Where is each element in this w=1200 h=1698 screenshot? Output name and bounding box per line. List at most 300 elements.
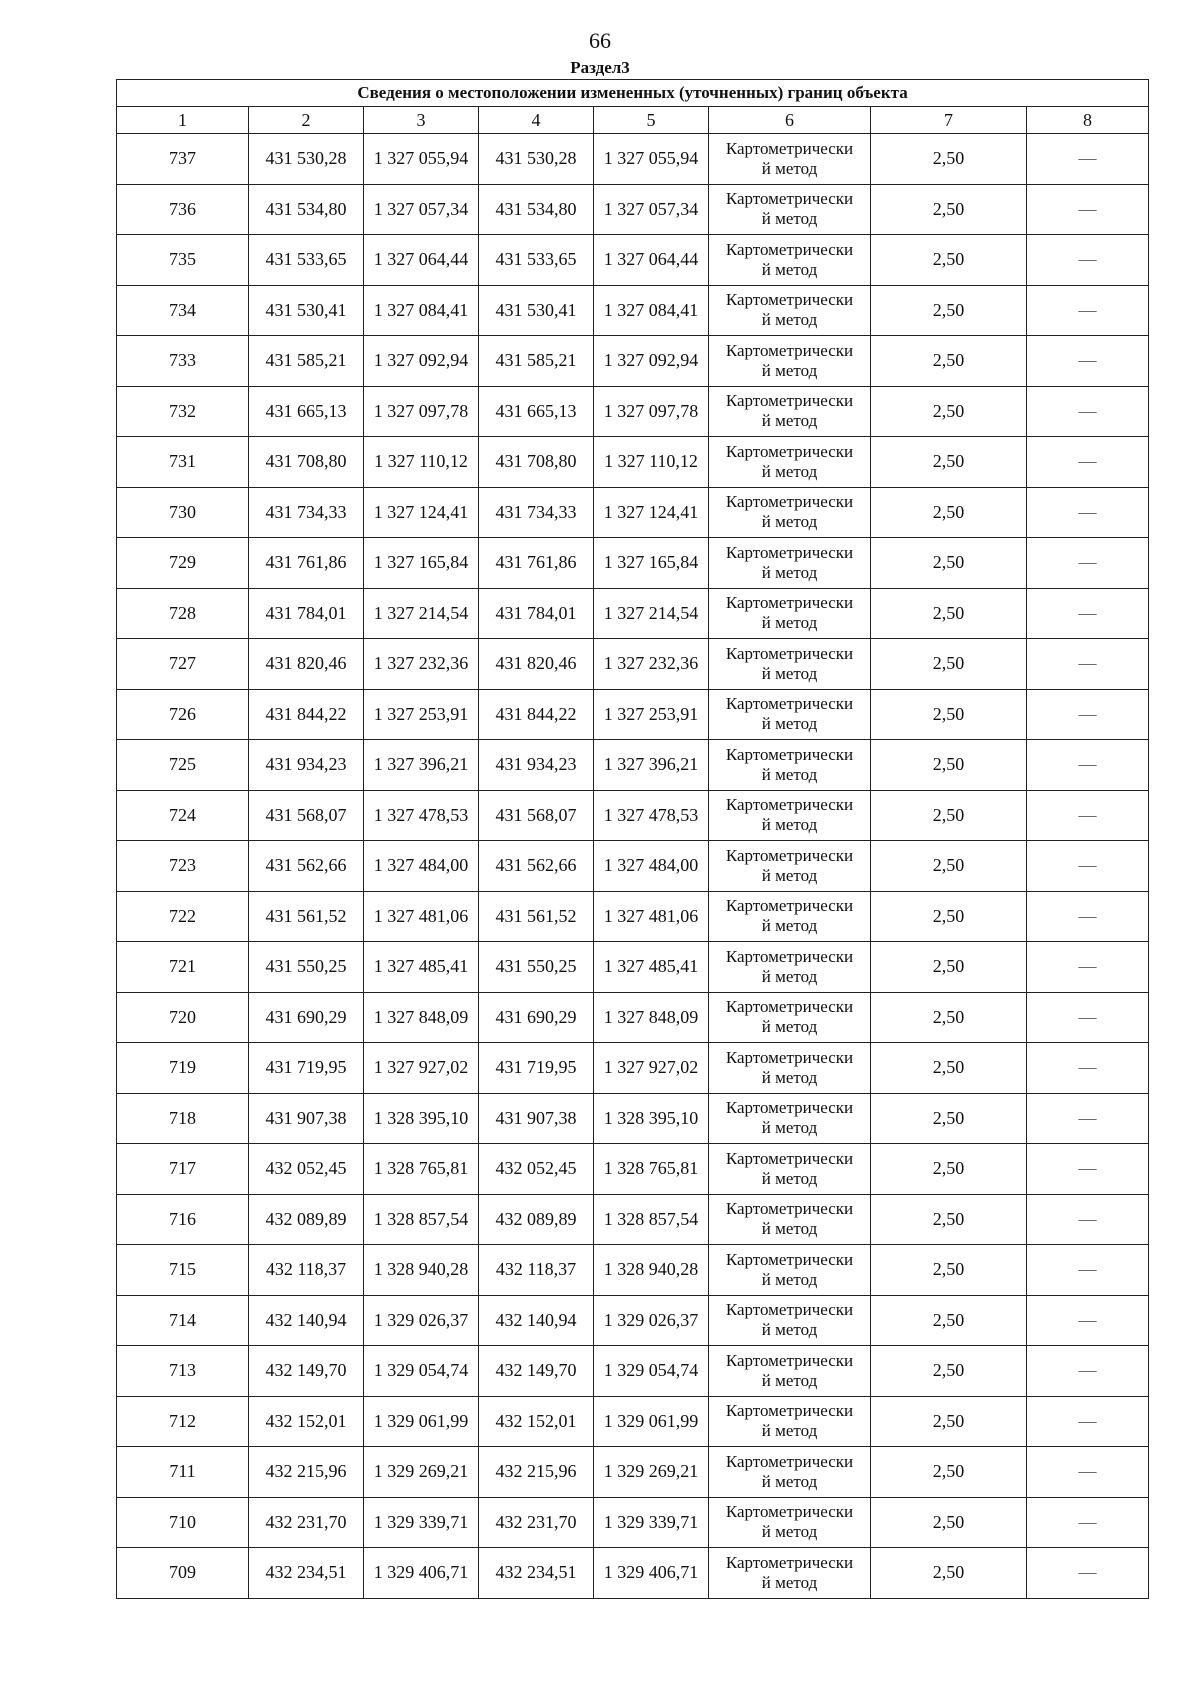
y-coordinate-existing-cell: 1 327 110,12	[364, 437, 479, 488]
y-coordinate-existing-cell: 1 327 064,44	[364, 235, 479, 286]
y-coordinate-refined-cell: 1 327 097,78	[594, 386, 709, 437]
method-text-line2: й метод	[761, 1370, 818, 1390]
method-cell	[709, 285, 871, 336]
y-coordinate-existing-cell: 1 327 478,53	[364, 790, 479, 841]
column-header: 2	[249, 107, 364, 134]
x-coordinate-refined-cell: 431 844,22	[479, 689, 594, 740]
method-text-line1: Картометрически	[725, 340, 854, 360]
y-coordinate-existing-cell: 1 327 396,21	[364, 740, 479, 791]
table-row	[117, 184, 1149, 235]
description-cell: —	[1027, 1548, 1149, 1599]
x-coordinate-existing-cell: 431 690,29	[249, 992, 364, 1043]
method-cell	[709, 1295, 871, 1346]
y-coordinate-existing-cell: 1 328 940,28	[364, 1245, 479, 1296]
x-coordinate-existing-cell: 431 562,66	[249, 841, 364, 892]
y-coordinate-existing-cell: 1 327 165,84	[364, 538, 479, 589]
accuracy-cell: 2,50	[871, 1093, 1027, 1144]
y-coordinate-refined-cell: 1 329 339,71	[594, 1497, 709, 1548]
method-text-line2: й метод	[761, 916, 818, 936]
y-coordinate-existing-cell: 1 327 927,02	[364, 1043, 479, 1094]
table-row	[117, 386, 1149, 437]
method-text-line1: Картометрически	[725, 492, 854, 512]
table-row	[117, 1144, 1149, 1195]
table-row	[117, 1497, 1149, 1548]
x-coordinate-refined-cell: 432 149,70	[479, 1346, 594, 1397]
x-coordinate-refined-cell: 432 152,01	[479, 1396, 594, 1447]
description-cell: —	[1027, 1346, 1149, 1397]
y-coordinate-refined-cell: 1 327 055,94	[594, 134, 709, 185]
accuracy-cell: 2,50	[871, 1144, 1027, 1195]
section-title: Раздел3	[570, 58, 630, 77]
point-number-cell: 731	[117, 437, 249, 488]
y-coordinate-existing-cell: 1 327 848,09	[364, 992, 479, 1043]
y-coordinate-existing-cell: 1 329 269,21	[364, 1447, 479, 1498]
method-cell	[709, 386, 871, 437]
column-header: 7	[871, 107, 1027, 134]
method-text-line2: й метод	[761, 613, 818, 633]
method-cell	[709, 1346, 871, 1397]
accuracy-cell: 2,50	[871, 1497, 1027, 1548]
description-cell: —	[1027, 538, 1149, 589]
table-row	[117, 1548, 1149, 1599]
method-cell	[709, 1245, 871, 1296]
method-text-line1: Картометрически	[725, 1451, 854, 1471]
description-cell: —	[1027, 891, 1149, 942]
y-coordinate-refined-cell: 1 327 253,91	[594, 689, 709, 740]
x-coordinate-refined-cell: 431 533,65	[479, 235, 594, 286]
point-number-cell: 737	[117, 134, 249, 185]
point-number-cell: 718	[117, 1093, 249, 1144]
method-text-line2: й метод	[761, 512, 818, 532]
point-number-cell: 727	[117, 639, 249, 690]
x-coordinate-refined-cell: 432 052,45	[479, 1144, 594, 1195]
method-text-line2: й метод	[761, 714, 818, 734]
method-text-line1: Картометрически	[725, 744, 854, 764]
y-coordinate-existing-cell: 1 327 481,06	[364, 891, 479, 942]
column-header: 4	[479, 107, 594, 134]
table-row	[117, 588, 1149, 639]
table-row	[117, 437, 1149, 488]
method-text-line1: Картометрически	[725, 997, 854, 1017]
y-coordinate-existing-cell: 1 328 857,54	[364, 1194, 479, 1245]
method-text-line2: й метод	[761, 764, 818, 784]
column-header: 1	[117, 107, 249, 134]
point-number-cell: 723	[117, 841, 249, 892]
method-text-line1: Картометрически	[725, 795, 854, 815]
point-number-cell: 716	[117, 1194, 249, 1245]
method-cell	[709, 1144, 871, 1195]
y-coordinate-refined-cell: 1 327 214,54	[594, 588, 709, 639]
description-cell: —	[1027, 1295, 1149, 1346]
x-coordinate-refined-cell: 431 907,38	[479, 1093, 594, 1144]
point-number-cell: 732	[117, 386, 249, 437]
accuracy-cell: 2,50	[871, 891, 1027, 942]
point-number-cell: 720	[117, 992, 249, 1043]
method-text-line1: Картометрически	[725, 189, 854, 209]
accuracy-cell: 2,50	[871, 1447, 1027, 1498]
accuracy-cell: 2,50	[871, 487, 1027, 538]
point-number-cell: 734	[117, 285, 249, 336]
table-row	[117, 942, 1149, 993]
y-coordinate-refined-cell: 1 327 485,41	[594, 942, 709, 993]
description-cell: —	[1027, 437, 1149, 488]
description-cell: —	[1027, 386, 1149, 437]
point-number-cell: 733	[117, 336, 249, 387]
method-text-line1: Картометрически	[725, 138, 854, 158]
table-row	[117, 1346, 1149, 1397]
point-number-cell: 710	[117, 1497, 249, 1548]
x-coordinate-existing-cell: 431 534,80	[249, 184, 364, 235]
x-coordinate-refined-cell: 431 784,01	[479, 588, 594, 639]
method-text-line1: Картометрически	[725, 1098, 854, 1118]
point-number-cell: 712	[117, 1396, 249, 1447]
y-coordinate-existing-cell: 1 327 232,36	[364, 639, 479, 690]
x-coordinate-existing-cell: 431 568,07	[249, 790, 364, 841]
boundary-coordinates-table	[116, 79, 1149, 1599]
method-text-line1: Картометрически	[725, 845, 854, 865]
table-row	[117, 891, 1149, 942]
y-coordinate-refined-cell: 1 327 478,53	[594, 790, 709, 841]
y-coordinate-existing-cell: 1 329 339,71	[364, 1497, 479, 1548]
x-coordinate-refined-cell: 431 530,41	[479, 285, 594, 336]
x-coordinate-existing-cell: 432 234,51	[249, 1548, 364, 1599]
method-text-line2: й метод	[761, 461, 818, 481]
x-coordinate-existing-cell: 431 719,95	[249, 1043, 364, 1094]
description-cell: —	[1027, 841, 1149, 892]
table-row	[117, 235, 1149, 286]
description-cell: —	[1027, 235, 1149, 286]
x-coordinate-existing-cell: 432 118,37	[249, 1245, 364, 1296]
accuracy-cell: 2,50	[871, 538, 1027, 589]
y-coordinate-refined-cell: 1 327 481,06	[594, 891, 709, 942]
method-cell	[709, 1194, 871, 1245]
x-coordinate-refined-cell: 431 530,28	[479, 134, 594, 185]
table-row	[117, 992, 1149, 1043]
y-coordinate-refined-cell: 1 328 940,28	[594, 1245, 709, 1296]
method-text-line2: й метод	[761, 815, 818, 835]
column-header: 6	[709, 107, 871, 134]
description-cell: —	[1027, 1447, 1149, 1498]
x-coordinate-refined-cell: 432 089,89	[479, 1194, 594, 1245]
point-number-cell: 729	[117, 538, 249, 589]
table-row	[117, 487, 1149, 538]
method-cell	[709, 1497, 871, 1548]
accuracy-cell: 2,50	[871, 689, 1027, 740]
method-text-line1: Картометрически	[725, 1047, 854, 1067]
column-header: 5	[594, 107, 709, 134]
x-coordinate-refined-cell: 431 665,13	[479, 386, 594, 437]
method-cell	[709, 437, 871, 488]
y-coordinate-existing-cell: 1 327 084,41	[364, 285, 479, 336]
y-coordinate-refined-cell: 1 327 927,02	[594, 1043, 709, 1094]
method-text-line2: й метод	[761, 360, 818, 380]
x-coordinate-existing-cell: 431 784,01	[249, 588, 364, 639]
table-row	[117, 1295, 1149, 1346]
description-cell: —	[1027, 1093, 1149, 1144]
method-text-line1: Картометрически	[725, 694, 854, 714]
method-text-line2: й метод	[761, 865, 818, 885]
table-row	[117, 1194, 1149, 1245]
method-text-line2: й метод	[761, 1421, 818, 1441]
x-coordinate-refined-cell: 432 215,96	[479, 1447, 594, 1498]
x-coordinate-refined-cell: 431 550,25	[479, 942, 594, 993]
method-text-line2: й метод	[761, 966, 818, 986]
x-coordinate-existing-cell: 431 665,13	[249, 386, 364, 437]
method-text-line2: й метод	[761, 310, 818, 330]
method-cell	[709, 689, 871, 740]
method-cell	[709, 235, 871, 286]
table-row	[117, 1396, 1149, 1447]
description-cell: —	[1027, 1497, 1149, 1548]
x-coordinate-existing-cell: 431 530,41	[249, 285, 364, 336]
x-coordinate-refined-cell: 431 761,86	[479, 538, 594, 589]
accuracy-cell: 2,50	[871, 1245, 1027, 1296]
point-number-cell: 719	[117, 1043, 249, 1094]
point-number-cell: 722	[117, 891, 249, 942]
method-text-line1: Картометрически	[725, 1552, 854, 1572]
y-coordinate-refined-cell: 1 328 765,81	[594, 1144, 709, 1195]
y-coordinate-refined-cell: 1 327 848,09	[594, 992, 709, 1043]
column-header: 8	[1027, 107, 1149, 134]
description-cell: —	[1027, 134, 1149, 185]
x-coordinate-existing-cell: 432 152,01	[249, 1396, 364, 1447]
method-text-line2: й метод	[761, 663, 818, 683]
x-coordinate-refined-cell: 432 234,51	[479, 1548, 594, 1599]
description-cell: —	[1027, 639, 1149, 690]
method-text-line2: й метод	[761, 1320, 818, 1340]
point-number-cell: 726	[117, 689, 249, 740]
method-cell	[709, 1548, 871, 1599]
y-coordinate-existing-cell: 1 328 765,81	[364, 1144, 479, 1195]
accuracy-cell: 2,50	[871, 134, 1027, 185]
method-text-line1: Картометрически	[725, 542, 854, 562]
x-coordinate-refined-cell: 431 690,29	[479, 992, 594, 1043]
x-coordinate-existing-cell: 431 907,38	[249, 1093, 364, 1144]
y-coordinate-refined-cell: 1 327 057,34	[594, 184, 709, 235]
x-coordinate-existing-cell: 431 585,21	[249, 336, 364, 387]
x-coordinate-existing-cell: 432 231,70	[249, 1497, 364, 1548]
description-cell: —	[1027, 487, 1149, 538]
description-cell: —	[1027, 942, 1149, 993]
x-coordinate-refined-cell: 431 561,52	[479, 891, 594, 942]
y-coordinate-refined-cell: 1 327 484,00	[594, 841, 709, 892]
accuracy-cell: 2,50	[871, 336, 1027, 387]
accuracy-cell: 2,50	[871, 235, 1027, 286]
accuracy-cell: 2,50	[871, 1346, 1027, 1397]
y-coordinate-refined-cell: 1 329 026,37	[594, 1295, 709, 1346]
description-cell: —	[1027, 740, 1149, 791]
accuracy-cell: 2,50	[871, 1295, 1027, 1346]
y-coordinate-refined-cell: 1 327 396,21	[594, 740, 709, 791]
accuracy-cell: 2,50	[871, 639, 1027, 690]
description-cell: —	[1027, 1144, 1149, 1195]
y-coordinate-existing-cell: 1 327 253,91	[364, 689, 479, 740]
y-coordinate-existing-cell: 1 329 026,37	[364, 1295, 479, 1346]
accuracy-cell: 2,50	[871, 1548, 1027, 1599]
table-row	[117, 841, 1149, 892]
y-coordinate-refined-cell: 1 328 857,54	[594, 1194, 709, 1245]
y-coordinate-refined-cell: 1 329 054,74	[594, 1346, 709, 1397]
accuracy-cell: 2,50	[871, 437, 1027, 488]
table-row	[117, 1447, 1149, 1498]
y-coordinate-refined-cell: 1 327 165,84	[594, 538, 709, 589]
method-text-line2: й метод	[761, 1017, 818, 1037]
x-coordinate-existing-cell: 432 215,96	[249, 1447, 364, 1498]
y-coordinate-refined-cell: 1 329 269,21	[594, 1447, 709, 1498]
method-text-line2: й метод	[761, 1168, 818, 1188]
x-coordinate-existing-cell: 431 530,28	[249, 134, 364, 185]
method-text-line1: Картометрически	[725, 1350, 854, 1370]
y-coordinate-refined-cell: 1 328 395,10	[594, 1093, 709, 1144]
accuracy-cell: 2,50	[871, 992, 1027, 1043]
y-coordinate-existing-cell: 1 329 061,99	[364, 1396, 479, 1447]
method-text-line2: й метод	[761, 1572, 818, 1592]
method-text-line1: Картометрически	[725, 239, 854, 259]
method-text-line1: Картометрически	[725, 896, 854, 916]
description-cell: —	[1027, 1245, 1149, 1296]
method-cell	[709, 184, 871, 235]
method-text-line1: Картометрически	[725, 593, 854, 613]
y-coordinate-refined-cell: 1 327 232,36	[594, 639, 709, 690]
x-coordinate-existing-cell: 431 761,86	[249, 538, 364, 589]
accuracy-cell: 2,50	[871, 588, 1027, 639]
method-text-line2: й метод	[761, 1471, 818, 1491]
y-coordinate-refined-cell: 1 327 084,41	[594, 285, 709, 336]
method-text-line1: Картометрически	[725, 643, 854, 663]
table-row	[117, 639, 1149, 690]
y-coordinate-existing-cell: 1 327 057,34	[364, 184, 479, 235]
x-coordinate-refined-cell: 431 820,46	[479, 639, 594, 690]
accuracy-cell: 2,50	[871, 1396, 1027, 1447]
method-cell	[709, 1447, 871, 1498]
x-coordinate-existing-cell: 432 140,94	[249, 1295, 364, 1346]
method-cell	[709, 336, 871, 387]
method-text-line1: Картометрически	[725, 290, 854, 310]
x-coordinate-existing-cell: 432 052,45	[249, 1144, 364, 1195]
x-coordinate-existing-cell: 431 708,80	[249, 437, 364, 488]
table-row	[117, 134, 1149, 185]
description-cell: —	[1027, 992, 1149, 1043]
description-cell: —	[1027, 1396, 1149, 1447]
method-text-line2: й метод	[761, 562, 818, 582]
method-cell	[709, 134, 871, 185]
method-text-line1: Картометрически	[725, 1300, 854, 1320]
point-number-cell: 709	[117, 1548, 249, 1599]
point-number-cell: 736	[117, 184, 249, 235]
point-number-cell: 725	[117, 740, 249, 791]
description-cell: —	[1027, 1194, 1149, 1245]
x-coordinate-refined-cell: 431 568,07	[479, 790, 594, 841]
point-number-cell: 724	[117, 790, 249, 841]
x-coordinate-refined-cell: 431 534,80	[479, 184, 594, 235]
method-text-line1: Картометрически	[725, 946, 854, 966]
table-row	[117, 336, 1149, 387]
x-coordinate-refined-cell: 432 118,37	[479, 1245, 594, 1296]
x-coordinate-existing-cell: 432 149,70	[249, 1346, 364, 1397]
table-row	[117, 285, 1149, 336]
y-coordinate-refined-cell: 1 327 124,41	[594, 487, 709, 538]
method-cell	[709, 942, 871, 993]
x-coordinate-existing-cell: 431 934,23	[249, 740, 364, 791]
description-cell: —	[1027, 588, 1149, 639]
point-number-cell: 730	[117, 487, 249, 538]
y-coordinate-existing-cell: 1 327 485,41	[364, 942, 479, 993]
method-cell	[709, 992, 871, 1043]
point-number-cell: 721	[117, 942, 249, 993]
point-number-cell: 728	[117, 588, 249, 639]
method-text-line1: Картометрически	[725, 1502, 854, 1522]
accuracy-cell: 2,50	[871, 841, 1027, 892]
point-number-cell: 717	[117, 1144, 249, 1195]
description-cell: —	[1027, 790, 1149, 841]
x-coordinate-refined-cell: 431 708,80	[479, 437, 594, 488]
method-cell	[709, 1093, 871, 1144]
x-coordinate-existing-cell: 431 734,33	[249, 487, 364, 538]
method-text-line2: й метод	[761, 158, 818, 178]
method-text-line2: й метод	[761, 1118, 818, 1138]
method-text-line1: Картометрически	[725, 1249, 854, 1269]
y-coordinate-existing-cell: 1 327 484,00	[364, 841, 479, 892]
x-coordinate-refined-cell: 431 719,95	[479, 1043, 594, 1094]
x-coordinate-refined-cell: 432 231,70	[479, 1497, 594, 1548]
description-cell: —	[1027, 1043, 1149, 1094]
x-coordinate-existing-cell: 431 561,52	[249, 891, 364, 942]
point-number-cell: 714	[117, 1295, 249, 1346]
method-cell	[709, 639, 871, 690]
method-cell	[709, 588, 871, 639]
y-coordinate-refined-cell: 1 327 092,94	[594, 336, 709, 387]
column-header: 3	[364, 107, 479, 134]
method-text-line1: Картометрически	[725, 1199, 854, 1219]
method-text-line2: й метод	[761, 259, 818, 279]
x-coordinate-existing-cell: 431 550,25	[249, 942, 364, 993]
table-row	[117, 1043, 1149, 1094]
method-text-line1: Картометрически	[725, 391, 854, 411]
accuracy-cell: 2,50	[871, 942, 1027, 993]
method-text-line1: Картометрически	[725, 441, 854, 461]
y-coordinate-refined-cell: 1 329 406,71	[594, 1548, 709, 1599]
table-row	[117, 740, 1149, 791]
accuracy-cell: 2,50	[871, 285, 1027, 336]
accuracy-cell: 2,50	[871, 184, 1027, 235]
y-coordinate-existing-cell: 1 329 054,74	[364, 1346, 479, 1397]
method-text-line2: й метод	[761, 1219, 818, 1239]
method-cell	[709, 740, 871, 791]
point-number-cell: 715	[117, 1245, 249, 1296]
y-coordinate-existing-cell: 1 327 092,94	[364, 336, 479, 387]
method-text-line2: й метод	[761, 411, 818, 431]
y-coordinate-existing-cell: 1 327 097,78	[364, 386, 479, 437]
description-cell: —	[1027, 184, 1149, 235]
x-coordinate-refined-cell: 431 934,23	[479, 740, 594, 791]
table-row	[117, 1245, 1149, 1296]
y-coordinate-refined-cell: 1 329 061,99	[594, 1396, 709, 1447]
accuracy-cell: 2,50	[871, 1043, 1027, 1094]
y-coordinate-existing-cell: 1 327 214,54	[364, 588, 479, 639]
description-cell: —	[1027, 336, 1149, 387]
accuracy-cell: 2,50	[871, 1194, 1027, 1245]
y-coordinate-existing-cell: 1 327 055,94	[364, 134, 479, 185]
method-text-line2: й метод	[761, 1269, 818, 1289]
point-number-cell: 711	[117, 1447, 249, 1498]
method-cell	[709, 790, 871, 841]
method-text-line2: й метод	[761, 1522, 818, 1542]
method-cell	[709, 538, 871, 589]
x-coordinate-refined-cell: 432 140,94	[479, 1295, 594, 1346]
method-cell	[709, 841, 871, 892]
y-coordinate-refined-cell: 1 327 064,44	[594, 235, 709, 286]
point-number-cell: 713	[117, 1346, 249, 1397]
